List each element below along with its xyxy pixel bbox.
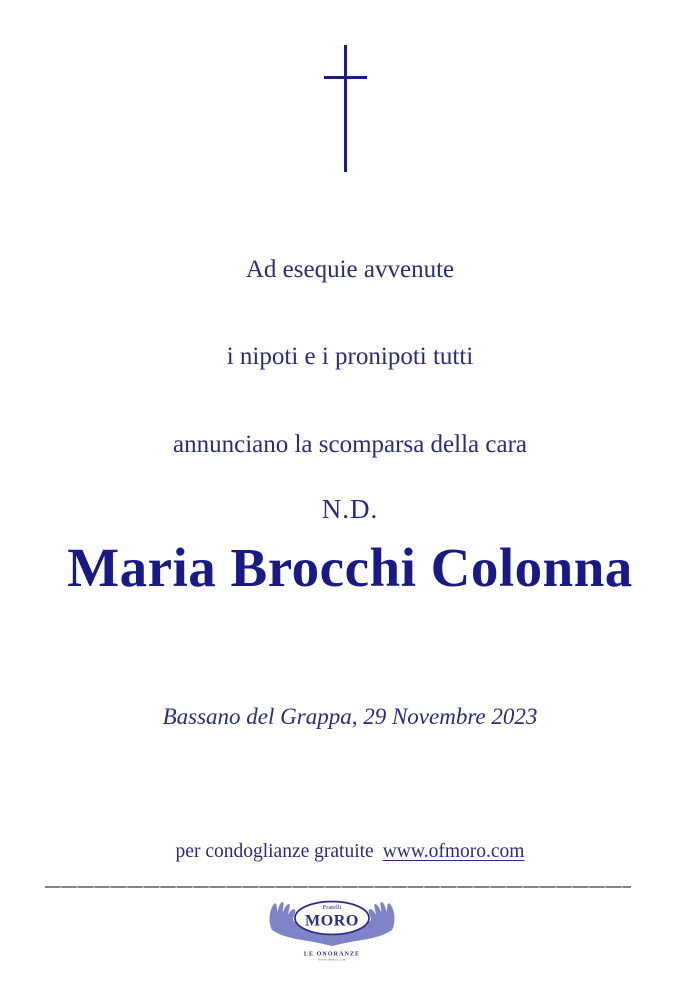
cross-horizontal-bar [324, 76, 367, 79]
funeral-home-logo [266, 896, 406, 966]
honorific-title: N.D. [321, 494, 379, 524]
condolences-line [0, 840, 700, 863]
separator-line [45, 886, 631, 888]
deceased-name: Maria Brocchi Colonna [67, 537, 633, 598]
logo-fratelli-text: Fratelli [322, 904, 342, 911]
cross-icon [324, 45, 367, 172]
condolences-text: per condoglianze gratuite [175, 841, 374, 862]
announcement-line-3: annunciano la scomparsa della cara [173, 431, 527, 458]
logo-subtitle-text: LE ONORANZE [303, 951, 361, 958]
cross-vertical-bar [344, 45, 347, 172]
logo-website-text: www.ofmoro.com [318, 957, 346, 962]
place-and-date: Bassano del Grappa, 29 Novembre 2023 [162, 704, 538, 729]
announcement-line-2: i nipoti e i pronipoti tutti [226, 343, 474, 370]
condolences-link[interactable]: www.ofmoro.com [382, 841, 525, 862]
announcement-line-1: Ad esequie avvenute [245, 256, 455, 283]
logo-moro-text: MORO [305, 912, 359, 930]
